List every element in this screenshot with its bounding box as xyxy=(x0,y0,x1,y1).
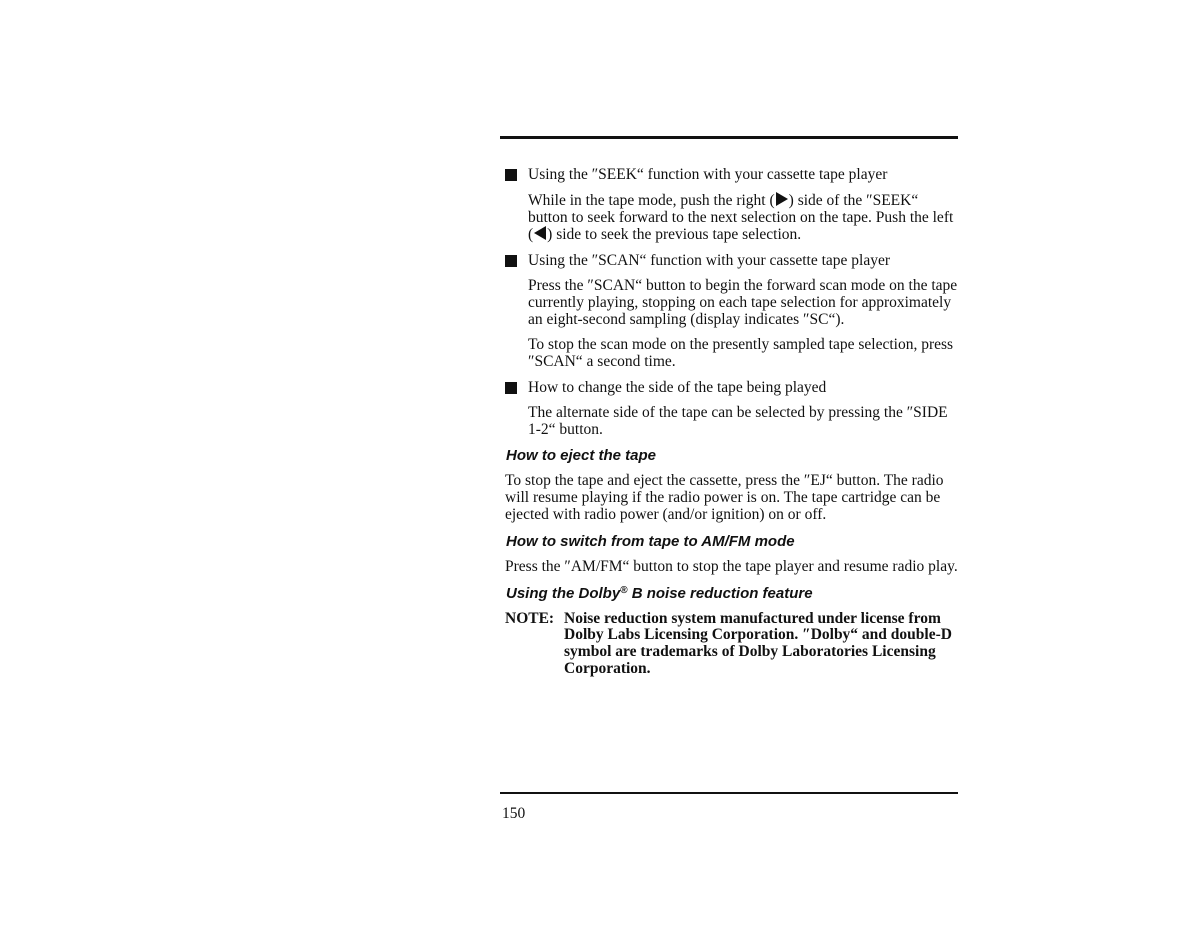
note-text: Noise reduction system manufactured under license from Dolby Labs Licensing Corporation. ″Dolby“ and double-D symbol are trademarks of Dolby Laboratories Licensing Corporation. xyxy=(564,609,952,677)
seek-description xyxy=(528,192,960,244)
registered-mark: ® xyxy=(620,584,628,596)
seek-text-part: ) side to seek the previous tape selection. xyxy=(547,226,802,244)
side-paragraph: The alternate side of the tape can be selected by pressing the ″SIDE 1-2“ button. xyxy=(528,403,948,438)
side-description xyxy=(528,405,960,439)
section-heading-dolby xyxy=(506,585,960,602)
page-number: 150 xyxy=(502,805,526,822)
section-heading-switch: How to switch from tape to AM/FM mode xyxy=(506,532,795,550)
square-bullet-icon xyxy=(505,255,517,267)
heading-text: B noise reduction feature xyxy=(627,584,813,602)
bottom-rule xyxy=(500,792,958,794)
bullet-item-seek xyxy=(505,167,960,184)
seek-paragraph xyxy=(528,192,960,244)
top-rule xyxy=(500,136,958,139)
bullet-item-side xyxy=(505,380,960,397)
bullet-label: Using the ″SEEK“ function with your cassette tape player xyxy=(528,166,888,183)
heading-text: Using the Dolby xyxy=(506,584,621,602)
eject-paragraph: To stop the tape and eject the cassette, press the ″EJ“ button. The radio will resume playing if the radio power is on. The tape cartridge can be ejected with radio power (and/or ignition) on or off. xyxy=(505,472,944,523)
square-bullet-icon xyxy=(505,169,517,181)
scan-description xyxy=(528,278,960,328)
scan-stop-description xyxy=(528,337,960,371)
note-block xyxy=(505,611,960,678)
switch-paragraph: Press the ″AM/FM“ button to stop the tape player and resume radio play. xyxy=(505,557,958,575)
section-heading-eject: How to eject the tape xyxy=(506,447,657,465)
scan-stop-paragraph: To stop the scan mode on the presently sampled tape selection, press ″SCAN“ a second time. xyxy=(528,336,954,371)
page-content xyxy=(505,167,960,678)
note-label: NOTE: xyxy=(505,609,555,627)
bullet-label: How to change the side of the tape being played xyxy=(528,378,827,396)
right-arrow-icon xyxy=(776,192,788,206)
left-arrow-icon xyxy=(534,226,546,240)
bullet-item-scan xyxy=(505,253,960,270)
seek-text-part: ) side of the ″SEEK“ button to seek forward to the next selection on the tape. Push the left ( xyxy=(528,191,954,244)
seek-text-part: While in the tape mode, push the right ( xyxy=(528,191,775,209)
square-bullet-icon xyxy=(505,382,517,394)
scan-paragraph: Press the ″SCAN“ button to begin the forward scan mode on the tape currently playing, stopping on each tape selection for approximately an eight-second sampling (display indicates ″SC“). xyxy=(528,276,958,328)
bullet-label: Using the ″SCAN“ function with your cassette tape player xyxy=(528,252,891,270)
